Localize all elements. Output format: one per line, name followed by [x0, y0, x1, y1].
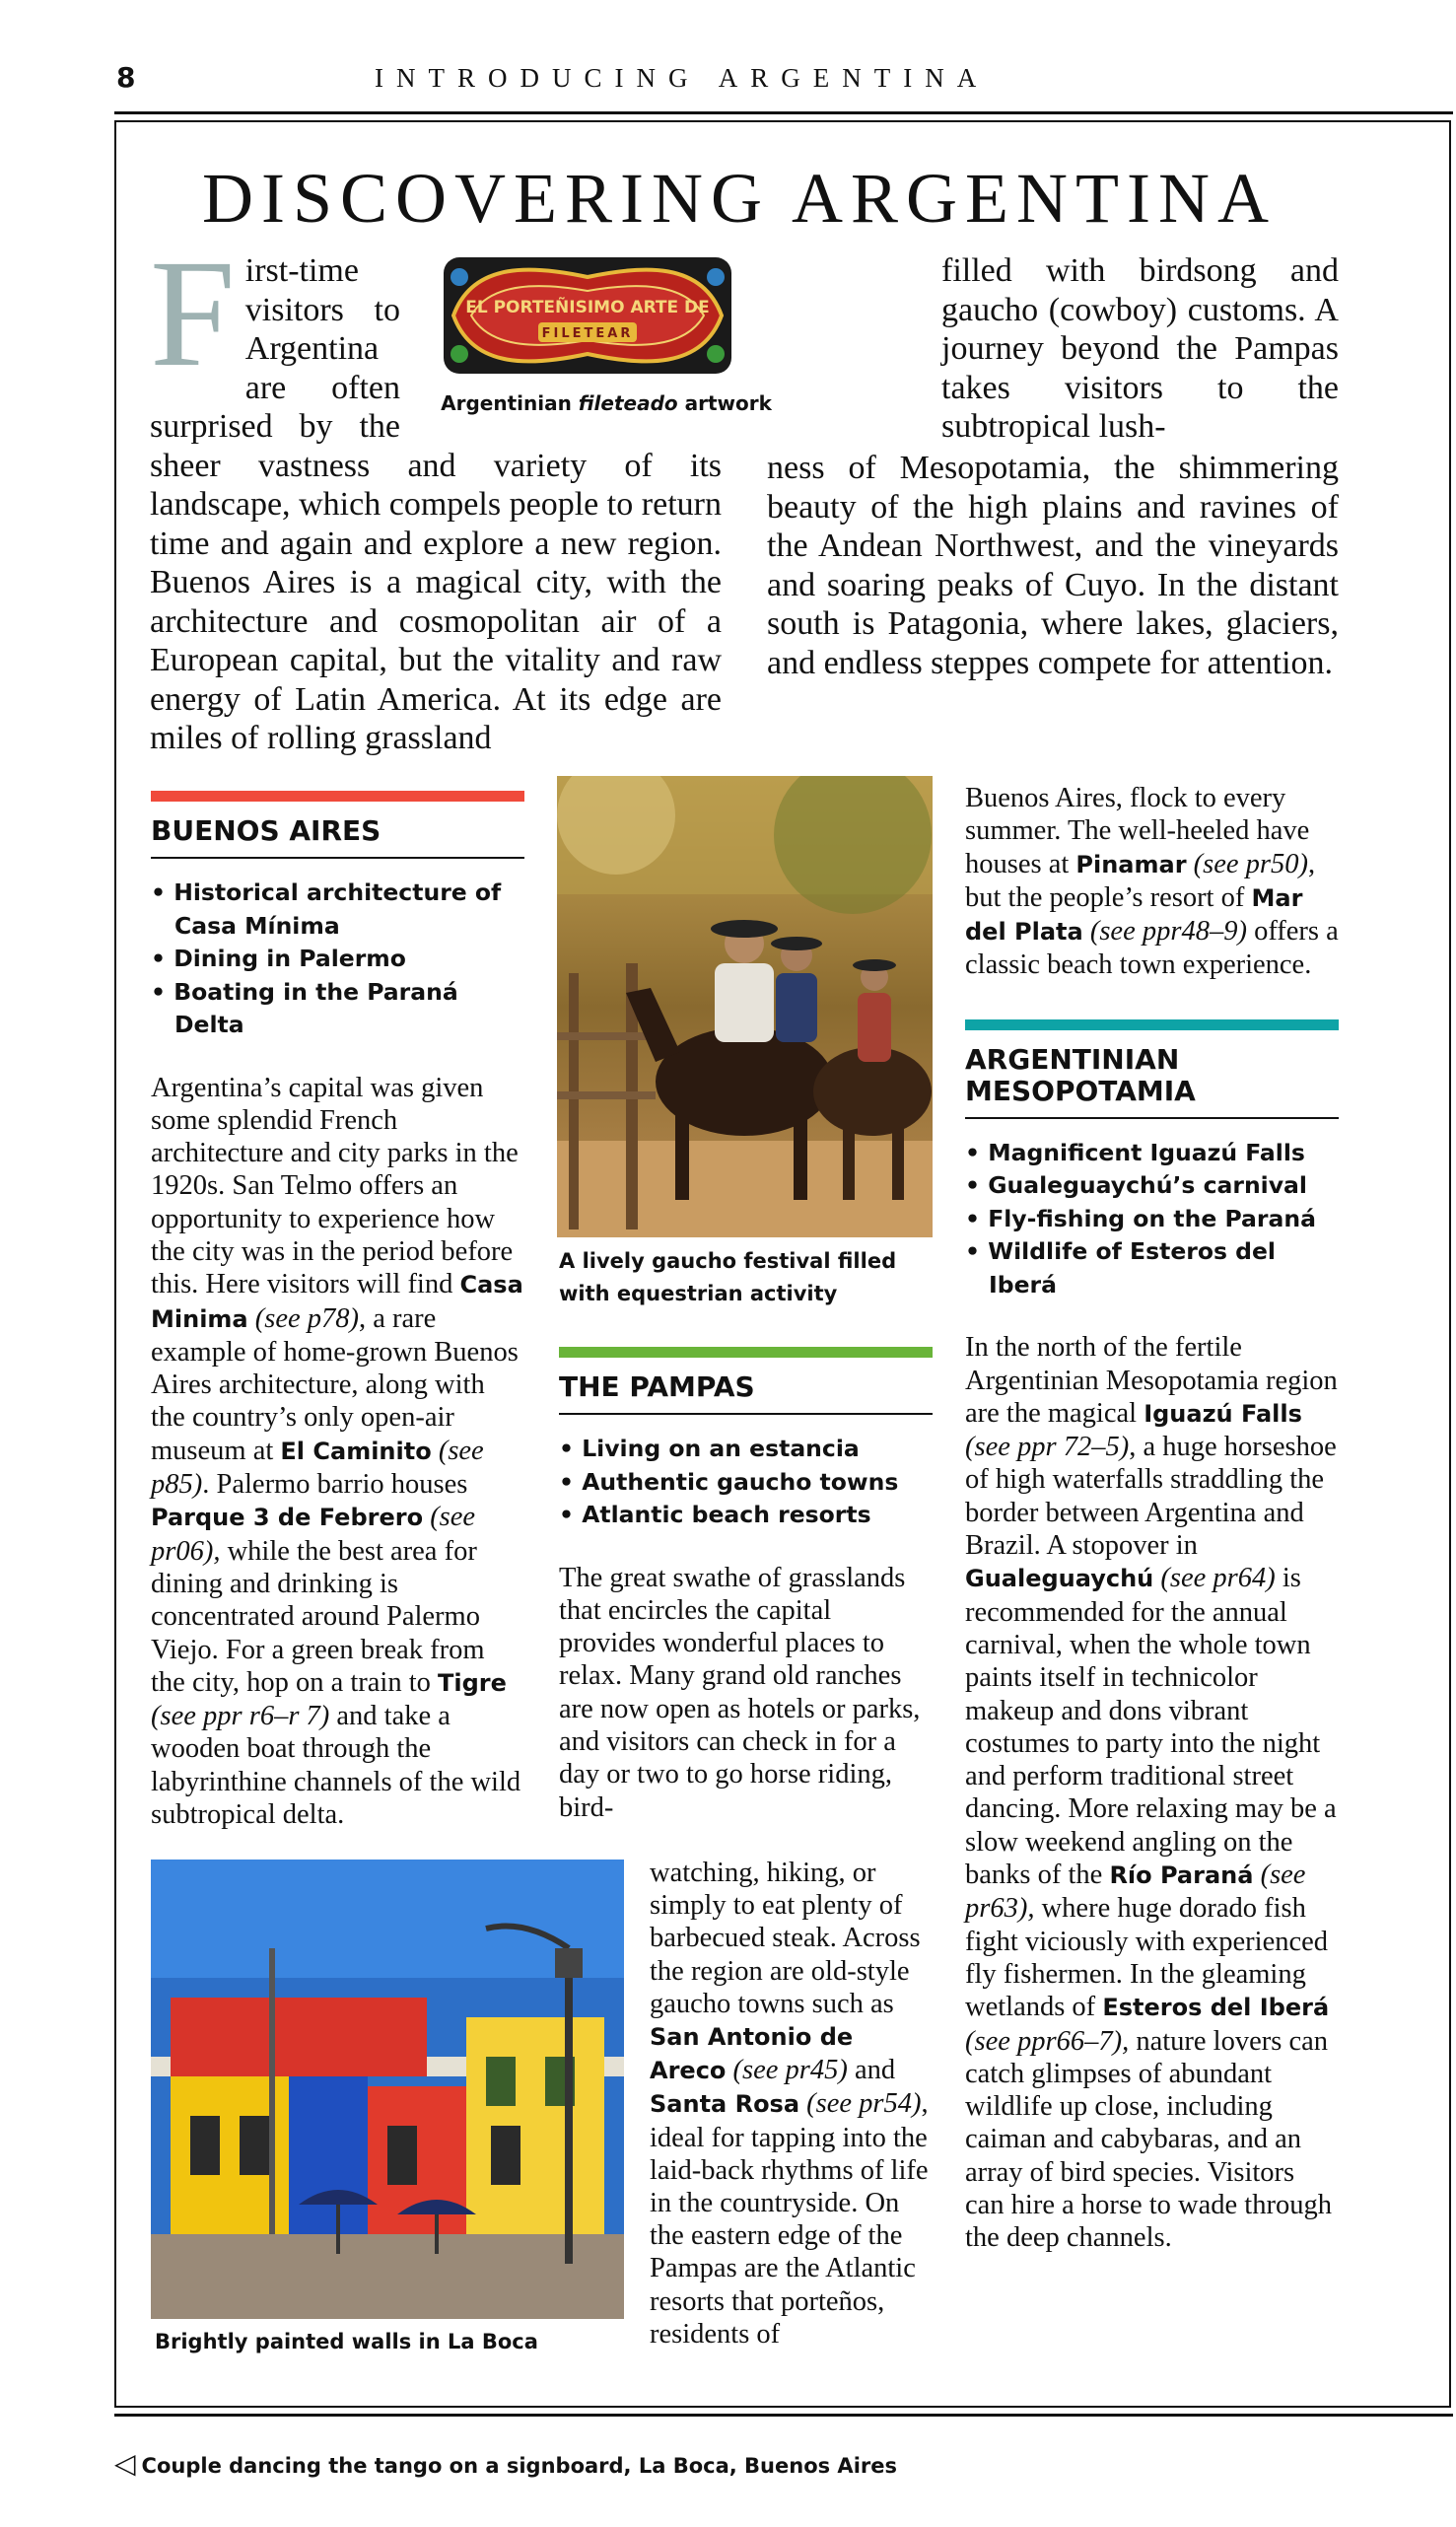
- place-name: Río Paraná: [1109, 1861, 1254, 1890]
- pampas-highlights: [559, 1433, 933, 1532]
- page-reference: (see ppr66–7),: [965, 2025, 1130, 2057]
- pampas-body: The great swathe of grasslands that encircles the capital provides wonderful places to relax. Many grand old ranches are now open as hotels or parks, and visitors can check in for a day or two to go horse riding, bird-: [559, 1562, 921, 1823]
- mesopotamia-highlights: [965, 1137, 1339, 1302]
- page-reference: (see ppr48–9): [1089, 916, 1247, 948]
- fileteado-caption-post: artwork: [677, 391, 772, 415]
- pampas-heading-rule: [559, 1413, 933, 1415]
- text-run: , a huge horseshoe of high waterfalls straddling the border between Argentina and Brazil. A stopover in: [965, 1432, 1337, 1562]
- text-run: where huge dorado fish fight viciously with experienced fly fishermen. In the gleaming wetlands of: [965, 1893, 1329, 2023]
- text-run: Buenos Aires, flock to every summer. The well-heeled have houses at: [965, 783, 1310, 879]
- bottom-rule: [114, 2414, 1453, 2417]
- page-reference: (see pr06),: [151, 1502, 476, 1567]
- page-number: 8: [116, 61, 136, 94]
- mesopotamia-body: [965, 1331, 1339, 2254]
- intro-paragraph-right: ness of Mesopotamia, the shimmering beauty of the high plains and ravines of the Andean Northwest, and the vineyards and soaring peaks of Cuyo. In the distant south is Patagonia, where lakes, glaciers, and endless steppes compete for attention.: [767, 450, 1339, 681]
- right-column: [965, 782, 1339, 2255]
- place-name: El Caminito: [280, 1437, 432, 1465]
- pampas-section: [559, 1347, 933, 1824]
- fileteado-text-top: EL PORTEÑISIMO ARTE DE: [465, 298, 710, 317]
- text-run: while the best area for dining and drinking is concentrated around Palermo Viejo. For a green break from the city, hop on a train to: [151, 1535, 485, 1698]
- page-reference: (see pr64): [1160, 1563, 1276, 1594]
- place-name: Pinamar: [1075, 850, 1187, 878]
- list-item: • Gualeguaychú’s carnival: [965, 1169, 1339, 1203]
- text-run: offers a classic beach town experience.: [965, 916, 1339, 981]
- page-title: DISCOVERING ARGENTINA: [202, 159, 1277, 238]
- fileteado-caption: [414, 391, 798, 415]
- fileteado-text-bottom: FILETEAR: [541, 326, 634, 341]
- text-run: Argentina’s capital was given some splendid French architecture and city parks in the 1920s. San Telmo offers an opportunity to experience how the city was in the period before this. Here visitors will find: [151, 1072, 519, 1300]
- page-reference: (see pr50): [1193, 848, 1309, 879]
- la-boca-photo: [151, 1860, 624, 2319]
- intro-paragraph-left: [150, 228, 772, 758]
- page-reference: (see pr45): [732, 2055, 848, 2086]
- place-name: Iguazú Falls: [1144, 1399, 1302, 1428]
- page-reference: (see pr54): [806, 2088, 922, 2120]
- list-item: • Wildlife of Esteros del Iberá: [965, 1235, 1339, 1301]
- top-rule: [114, 111, 1453, 114]
- text-run: is recommended for the annual carnival, when the whole town paints itself in technicolor makeup and dons vibrant costumes to party into the night and perform traditional street dancing. More relaxing may be a slow weekend angling on the banks of the: [965, 1563, 1337, 1891]
- running-head: INTRODUCING ARGENTINA: [375, 63, 990, 93]
- intro-paragraph-right-top: filled with birdsong and gaucho (cowboy) customs. A journey beyond the Pampas takes visitors to the subtropical lush-: [941, 252, 1339, 445]
- list-item: • Boating in the Paraná Delta: [151, 976, 524, 1042]
- gaucho-festival-photo: [557, 776, 933, 1237]
- text-run: and: [847, 2055, 896, 2086]
- pampas-body-continued: [650, 1857, 934, 2351]
- fileteado-caption-em: fileteado: [578, 391, 678, 415]
- place-name: Casa Minima: [151, 1271, 523, 1333]
- list-item: • Living on an estancia: [559, 1433, 933, 1466]
- list-item: • Authentic gaucho towns: [559, 1466, 933, 1500]
- text-run: nature lovers can catch glimpses of abundant wildlife up close, including caiman and cabybaras, and an array of bird species. Visitors can hire a horse to wade through the deep channels.: [965, 2025, 1332, 2254]
- fileteado-caption-pre: Argentinian: [441, 391, 579, 415]
- list-item: • Historical architecture of Casa Mínima: [151, 877, 524, 943]
- list-item: • Magnificent Iguazú Falls: [965, 1137, 1339, 1170]
- buenos-aires-highlights: [151, 877, 524, 1042]
- dropcap: F: [150, 228, 236, 398]
- place-name: Santa Rosa: [650, 2090, 800, 2119]
- fileteado-artwork: [444, 257, 731, 374]
- page-reference: (see pr63),: [965, 1860, 1306, 1925]
- mesopotamia-heading-rule: [965, 1117, 1339, 1119]
- text-run: watching, hiking, or simply to eat plenty of barbecued steak. Across the region are old-style gaucho towns such as: [650, 1858, 921, 2019]
- text-run: In the north of the fertile Argentinian Mesopotamia region are the magical: [965, 1332, 1338, 1429]
- place-name: Gualeguaychú: [965, 1565, 1154, 1593]
- list-item: • Dining in Palermo: [151, 943, 524, 976]
- fileteado-figure: [414, 251, 772, 435]
- place-name: Esteros del Iberá: [1102, 1994, 1330, 2022]
- page-reference: (see ppr r6–r 7): [151, 1701, 330, 1732]
- mesopotamia-heading: ARGENTINIAN MESOPOTAMIA: [965, 1042, 1196, 1107]
- page-reference: (see p85): [151, 1435, 484, 1501]
- page-reference: (see ppr 72–5): [965, 1432, 1130, 1463]
- page-reference: (see p78): [254, 1302, 359, 1334]
- buenos-aires-color-bar: [151, 791, 524, 802]
- buenos-aires-body: [151, 1072, 524, 1832]
- left-arrow-icon: ◁: [114, 2447, 136, 2480]
- place-name: Tigre: [438, 1668, 507, 1697]
- place-name: Parque 3 de Febrero: [151, 1504, 424, 1532]
- cover-caption-text: Couple dancing the tango on a signboard, La Boca, Buenos Aires: [141, 2454, 897, 2478]
- buenos-aires-heading: BUENOS AIRES: [151, 814, 381, 847]
- gaucho-photo-caption: A lively gaucho festival filled with equestrian activity: [559, 1249, 897, 1305]
- text-run: , ideal for tapping into the laid-back rhythms of life in the countryside. On the eastern edge of the Pampas are the Atlantic resorts that porteños, residents of: [650, 2088, 929, 2350]
- pampas-heading: THE PAMPAS: [559, 1370, 755, 1403]
- pampas-color-bar: [559, 1347, 933, 1358]
- list-item: • Fly-fishing on the Paraná: [965, 1203, 1339, 1236]
- cover-photo-caption: [114, 2447, 897, 2480]
- list-item: • Atlantic beach resorts: [559, 1499, 933, 1532]
- place-name: Mar del Plata: [965, 883, 1303, 947]
- place-name: San Antonio de Areco: [650, 2023, 854, 2085]
- text-run: , but the people’s resort of: [965, 848, 1316, 913]
- buenos-aires-section: [151, 791, 524, 1831]
- mesopotamia-color-bar: [965, 1019, 1339, 1030]
- pampas-body-end: [965, 782, 1339, 982]
- text-run: and take a wooden boat through the labyrinthine channels of the wild subtropical delta.: [151, 1701, 521, 1831]
- la-boca-photo-caption: Brightly painted walls in La Boca: [155, 2330, 538, 2353]
- intro-text-left: irst-time visitors to Argentina are often surprised by the sheer vastness and variety of its landscape, which compels people to return time and again and explore a new region. Buenos Aires is a magical city, with the architecture and cosmopolitan air of a European capital, but the vitality and raw energy of Latin America. At its edge are miles of rolling grassland: [150, 252, 722, 756]
- text-run: . Palermo barrio houses: [202, 1469, 468, 1501]
- text-run: , a rare example of home-grown Buenos Aires architecture, along with the country’s only open-air museum at: [151, 1302, 519, 1466]
- buenos-aires-heading-rule: [151, 857, 524, 859]
